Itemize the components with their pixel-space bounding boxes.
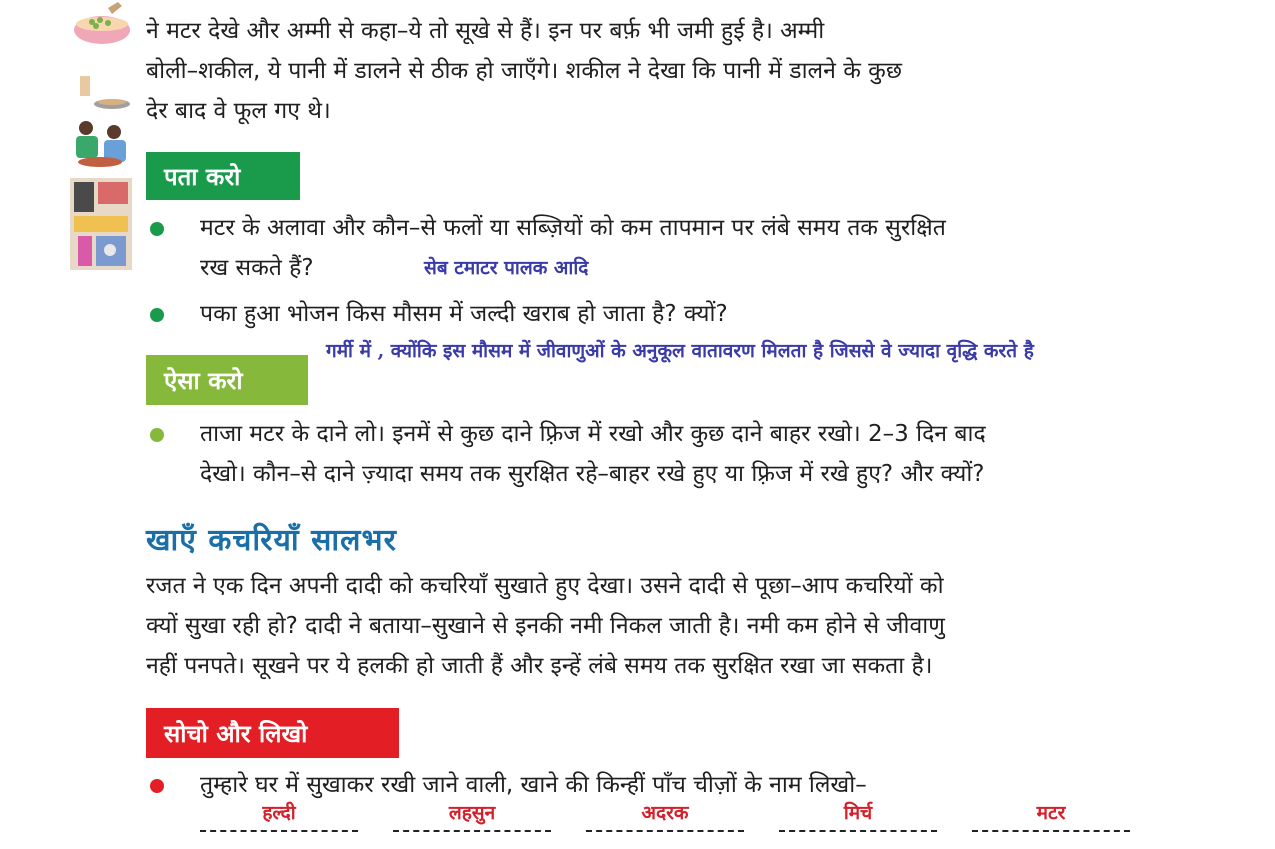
- intro-paragraph: [146, 11, 902, 131]
- aisa-karo-heading-text: ऐसा करो: [164, 366, 243, 395]
- question-2-handwritten-answer: गर्मी में , क्योंकि इस मौसम में जीवाणुओं के अनुकूल वातावरण मिलता है जिससे वे ज्यादा वृद्धि करते है: [326, 340, 1034, 362]
- question-2-text: पका हुआ भोजन किस मौसम में जल्दी खराब हो जाता है? क्यों?: [200, 301, 728, 327]
- answer-blank-2: लहसुन: [393, 796, 551, 832]
- activity-line-1: ताजा मटर के दाने लो। इनमें से कुछ दाने फ़्रिज में रखो और कुछ दाने बाहर रखो। 2–3 दिन बाद: [200, 421, 986, 447]
- aisa-karo-activity: [146, 414, 1206, 494]
- bullet-dot: [150, 308, 164, 322]
- section-line-3: नहीं पनपते। सूखने पर ये हलकी हो जाती हैं और इन्हें लंबे समय तक सुरक्षित रखा जा सकता है।: [146, 653, 933, 679]
- question-1-handwritten-answer: सेब टमाटर पालक आदि: [424, 257, 589, 279]
- answer-blank-5: मटर: [972, 796, 1130, 832]
- bullet-dot: [150, 222, 164, 236]
- answer-blank-4: मिर्च: [779, 796, 937, 832]
- bullet-dot: [150, 428, 164, 442]
- aisa-karo-heading: [146, 355, 308, 405]
- answer-blank-3: अदरक: [586, 796, 744, 832]
- pata-karo-question-2: [146, 294, 1146, 334]
- intro-line-2: बोली–शकील, ये पानी में डालने से ठीक हो जाएँगे। शकील ने देखा कि पानी में डालने के कुछ: [146, 58, 902, 84]
- section-paragraph: [146, 566, 945, 686]
- section-line-1: रजत ने एक दिन अपनी दादी को कचरियाँ सुखाते हुए देखा। उसने दादी से पूछा–आप कचरियों को: [146, 573, 944, 599]
- cooking-illustration-icon: [68, 0, 134, 272]
- answer-blank-1: हल्दी: [200, 796, 358, 832]
- socho-likho-heading: [146, 708, 399, 758]
- pata-karo-heading-text: पता करो: [164, 162, 241, 191]
- pata-karo-heading: [146, 152, 300, 200]
- intro-line-1: ने मटर देखे और अम्मी से कहा–ये तो सूखे से हैं। इन पर बर्फ़ भी जमी हुई है। अम्मी: [146, 18, 825, 44]
- bullet-dot: [150, 779, 164, 793]
- section-title: खाएँ कचरियाँ सालभर: [146, 523, 397, 558]
- question-1-line-1: मटर के अलावा और कौन–से फलों या सब्ज़ियों को कम तापमान पर लंबे समय तक सुरक्षित: [200, 215, 946, 241]
- socho-likho-heading-text: सोचो और लिखो: [164, 719, 308, 748]
- pata-karo-question-1: [146, 208, 1146, 288]
- socho-likho-question-text: तुम्हारे घर में सुखाकर रखी जाने वाली, खाने की किन्हीं पाँच चीज़ों के नाम लिखो–: [200, 772, 867, 798]
- section-line-2: क्यों सुखा रही हो? दादी ने बताया–सुखाने से इनकी नमी निकल जाती है। नमी कम होने से जीवाणु: [146, 613, 945, 639]
- intro-line-3: देर बाद वे फूल गए थे।: [146, 98, 331, 124]
- activity-line-2: देखो। कौन–से दाने ज़्यादा समय तक सुरक्षित रहे–बाहर रखे हुए या फ़्रिज में रखे हुए? और क्यों?: [200, 461, 985, 487]
- question-1-line-2: रख सकते हैं?: [200, 255, 314, 281]
